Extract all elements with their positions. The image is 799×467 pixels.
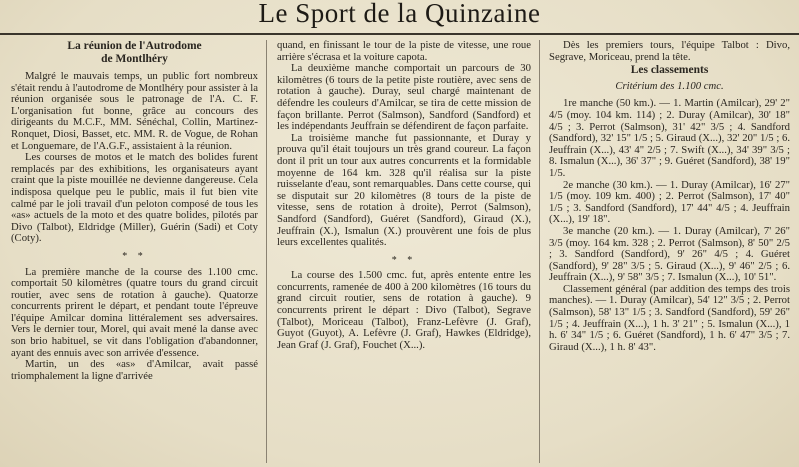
page-title: Le Sport de la Quinzaine [258,0,541,28]
result-paragraph: 1re manche (50 km.). — 1. Martin (Amilcar), 29' 2" 4/5 (moy. 104 km. 114) ; 2. Duray (Amilcar), 30' 18" 4/5 ; 3. Perrot (Salmson), 31' 42" 3/5 ; 4. Sandford (Sandford), 32' 15" 1/5 ; 5. Giraud (X...), 32' 20" 1/5 ; 6. Jeuffrain (X...), 43' 4" 2/5 ; 7. Swift (X...), 34' 39" 3/5 ; 8. Ismalun (X...), 36' 37" ; 9. Guéret (Sandford), 38' 19" 1/5. [549,97,790,179]
results-heading: Les classements [630,64,709,77]
column-divider [539,40,540,463]
column-3 [549,40,790,467]
title-rule [0,33,799,35]
result-paragraph: 3e manche (20 km.). — 1. Duray (Amilcar), 7' 26" 3/5 (moy. 164 km. 328 ; 2. Perrot (Salmson), 8' 50" 2/5 ; 3. Sandford (Sandford), 9' 26" 4/5 ; 4. Guéret (Sandford), 9' 28" 3/5 ; 5. Giraud (X...), 9' 46" 2/5 ; 6. Jeuffrain (X...), 9' 58" 3/5 ; 7. Ismalun (X...), 10' 51". [549,224,790,284]
paragraph: La troisième manche fut passionnante, et Duray y prouva qu'il était toujours un très grand coureur. La façon dont il prit un tour aux autres concurrents et la formidable moyenne de 164 km. 328 qu'il réalisa sur la piste ruisselante d'eau, sont remarquables. Dans cette course, qui se disputait sur 20 kilomètres (8 tours de la piste de vitesse, sens de rotation à droite), Perrot (Salmson), Sandford (Sandford), Guéret (Sandford), Giraud (X.), Jeuffrain (X.), Ismalun (X.) prouvèrent une fois de plus leurs excellentes qualités. [277,131,531,249]
paragraph: Dès les premiers tours, l'équipe Talbot : Divo, Segrave, Moriceau, prend la tête. [549,40,790,63]
paragraph: La deuxième manche comportait un parcours de 30 kilomètres (6 tours de la petite piste routière, avec sens de rotation à gauche). Duray, seul chargé maintenant de défendre les couleurs d'Amilcar, se tira de cette mission de façon brillante. Perrot (Salmson), Sandford (Sandford) et les indépendants Jeuffrain se défendirent de façon parfaite. [277,62,531,133]
section-stars: * * [122,250,147,262]
paragraph: quand, en finissant le tour de la piste de vitesse, une roue arrière s'écrasa et la voiture capota. [277,40,531,63]
result-paragraph: Classement général (par addition des temps des trois manches). — 1. Duray (Amilcar), 54' 12" 3/5 ; 2. Perrot (Salmson), 58' 13" 1/5 ; 3. Sandford (Sandford), 59' 26" 1/5 ; 4. Jeuffrain (X...), 1 h. 3' 21" ; 5. Ismalun (X...), 1 h. 6' 34" 1/5 ; 6. Guéret (Sandford), 1 h. 6' 47" 3/5 ; 7. Giraud (X...), 1 h. 8' 43". [549,282,790,353]
paragraph: Malgré le mauvais temps, un public fort nombreux s'était rendu à l'autodrome de Montlhéry pour assister à la réunion organisée sous le patronage de l'A. C. F. L'organisation fut bonne, grâce au concours des dirigeants du M.C.F., MM. Sénéchal, Collin, Martinez-Ronquet, Diosi, Basset, etc. MM. R. de Vogue, de Rohan et Longuemare, de l'A.G.F., assistaient à la réunion. [11,70,258,152]
column-divider [266,40,267,463]
results-subheading: Critérium des 1.100 cmc. [615,79,724,92]
paragraph: Martin, un des «as» d'Amilcar, avait passé triomphalement la ligne d'arrivée [11,358,258,382]
column-1 [11,40,258,467]
section-stars: * * [391,254,417,266]
column-2 [277,40,531,467]
paragraph: La course des 1.500 cmc. fut, après entente entre les concurrents, ramenée de 400 à 200 kilomètres (16 tours du grand circuit routier, sens de rotation à gauche). 9 concurrents prirent le départ : Divo (Talbot), Segrave (Talbot), Moriceau (Talbot), Franz-Lefèvre (J. Graf), Guyot (Guyot), A. Lefèvre (J. Graf), Hawkes (Eldridge), Jean Graf (J. Graf), Fouchet (X...). [277,269,531,351]
result-paragraph: 2e manche (30 km.). — 1. Duray (Amilcar), 16' 27" 1/5 (moy. 109 km. 400) ; 2. Perrot (Salmson), 17' 40" 1/5 ; 3. Sandford (Sandford), 17' 44" 4/5 ; 4. Jeuffrain (X...), 19' 18". [549,178,790,226]
article-heading: La réunion de l'Autrodome de Montlhéry [67,40,202,65]
paragraph: La première manche de la course des 1.100 cmc. comportait 50 kilomètres (quatre tours du grand circuit routier, avec sens de rotation à gauche). Quatorze concurrents prirent le départ, et pendant toute l'épreuve l'équipe Amilcar domina littéralement ses adversaires. Vers le dernier tour, Morel, qui avait mené la danse avec son brio habituel, se vit dans l'obligation d'abandonner, ayant des ennuis avec son arrivée d'essence. [11,265,258,359]
paragraph: Les courses de motos et le match des bolides furent remplacés par des exhibitions, les organisateurs ayant craint que la piste mouillée ne devienne dangereuse. Cela indisposa quelque peu le public, mais il fut bien vite calmé par le joli travail d'un peloton composé de tous les «as» actuels de la moto et des quatre bolides, pilotés par Divo (Talbot), Eldridge (Miller), Guérin (Sadi) et Coty (Coty). [11,151,258,245]
